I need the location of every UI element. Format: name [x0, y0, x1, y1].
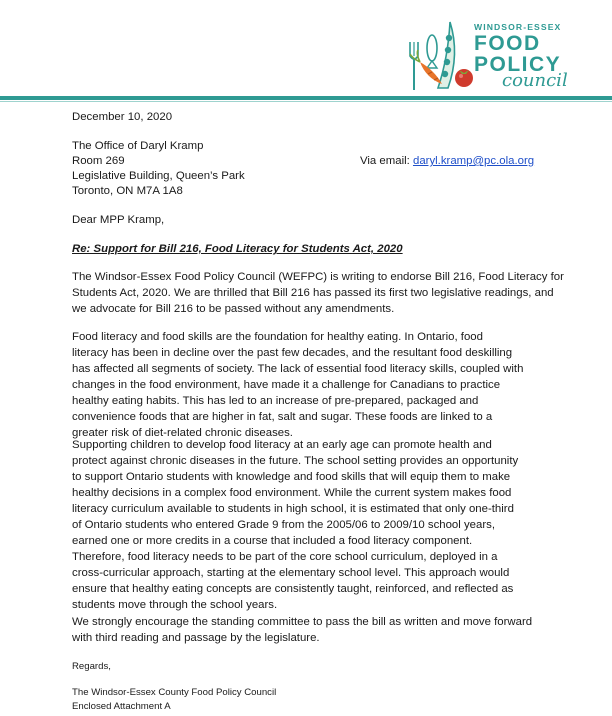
signature: The Windsor-Essex County Food Policy Council: [72, 687, 277, 698]
address-line: Room 269: [72, 155, 125, 167]
logo-word-food: FOOD: [474, 32, 541, 55]
letter-date: December 10, 2020: [72, 111, 173, 123]
paragraph-line: Therefore, food literacy needs to be part of the core school curriculum, deployed in a: [72, 551, 498, 563]
paragraph-line: literacy curriculum available to students in high school, it is estimated that only one-third: [72, 503, 514, 515]
paragraph-line: earned one or more credits in a course that included a food literacy component.: [72, 535, 473, 547]
header-rule-thin: [0, 101, 612, 102]
subject-line: Re: Support for Bill 216, Food Literacy for Students Act, 2020: [72, 243, 403, 255]
tomato-icon: [455, 69, 473, 87]
paragraph-line: greater risk of diet-related chronic diseases.: [72, 427, 293, 439]
paragraph-line: protect against chronic diseases in the future. The school setting provides an opportunity: [72, 455, 519, 467]
email-link[interactable]: daryl.kramp@pc.ola.org: [412, 155, 535, 167]
food-illustration: [398, 18, 478, 94]
paragraph-line: The Windsor-Essex Food Policy Council (WEFPC) is writing to endorse Bill 216, Food Literacy for: [72, 271, 564, 283]
body-paragraph: [72, 269, 564, 317]
paragraph-line: we advocate for Bill 216 to be passed without any amendments.: [72, 303, 395, 315]
paragraph-line: Food literacy and food skills are the foundation for healthy eating. In Ontario, food: [72, 331, 483, 343]
body-paragraph: [72, 614, 532, 646]
pea-pod-icon: [438, 22, 455, 88]
address-line: Legislative Building, Queen’s Park: [72, 170, 245, 182]
enclosure-note: Enclosed Attachment A: [72, 701, 171, 712]
logo-word-policy: POLICY: [474, 53, 562, 76]
paragraph-line: has affected all segments of society. The lack of essential food literacy skills, coupled with: [72, 363, 524, 375]
paragraph-line: with third reading and passage by the legislature.: [72, 632, 320, 644]
paragraph-line: to support Ontario students with knowledge and food skills that will equip them to make: [72, 471, 511, 483]
paragraph-line: Supporting children to develop food literacy at an early age can promote health and: [72, 439, 492, 451]
fork-icon: [410, 42, 418, 90]
paragraph-line: changes in the food environment, have made it a challenge for Canadians to practice: [72, 379, 501, 391]
paragraph-line: students move through the school years.: [72, 599, 278, 611]
paragraph-line: healthy eating habits. This has led to an increase of pre-prepared, packaged and: [72, 395, 479, 407]
via-email-label: Via email:: [360, 155, 413, 167]
wefpc-logo: [398, 18, 604, 94]
paragraph-line: ensure that healthy eating concepts are consistently taught, reinforced, and reflected as: [72, 583, 514, 595]
paragraph-line: convenience foods that are higher in fat, salt and sugar. These foods are linked to a: [72, 411, 493, 423]
logo-word-council: council: [502, 70, 568, 91]
paragraph-line: We strongly encourage the standing committee to pass the bill as written and move forward: [72, 616, 533, 628]
header-rule: [0, 96, 612, 100]
body-paragraph: [72, 437, 518, 613]
letterhead: [0, 0, 612, 104]
paragraph-line: cross-curricular approach, starting at the elementary school level. This approach would: [72, 567, 510, 579]
paragraph-line: Students Act, 2020. We are thrilled that Bill 216 has passed its first two legislative readings, and: [72, 287, 554, 299]
body-paragraph: [72, 329, 523, 441]
paragraph-line: literacy has been in decline over the past few decades, and the resultant food deskilling: [72, 347, 513, 359]
paragraph-line: healthy decisions in a complex food environment. While the current system makes food: [72, 487, 512, 499]
address-line: The Office of Daryl Kramp: [72, 140, 204, 152]
logo-subtitle: WINDSOR-ESSEX: [474, 22, 562, 32]
fish-icon: [427, 35, 437, 68]
address-line: Toronto, ON M7A 1A8: [72, 185, 183, 197]
closing: Regards,: [72, 661, 111, 672]
salutation: Dear MPP Kramp,: [72, 214, 165, 226]
via-email: [360, 153, 534, 169]
paragraph-line: of Ontario students who entered Grade 9 from the 2005/06 to 2009/10 school years,: [72, 519, 495, 531]
